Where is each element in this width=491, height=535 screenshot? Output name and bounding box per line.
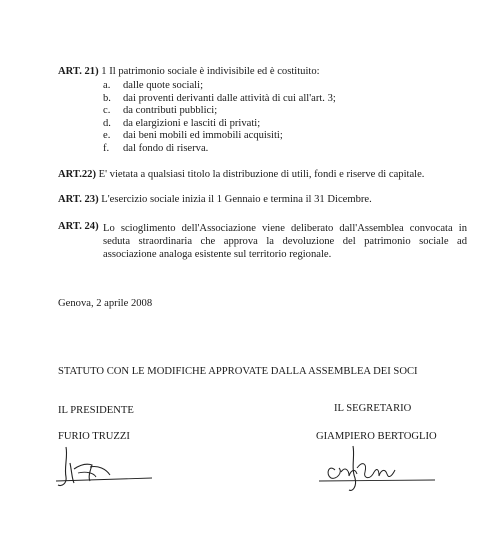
list-item xyxy=(103,131,336,144)
list-item-letter: e. xyxy=(103,130,111,141)
list-item-letter: a. xyxy=(103,80,111,91)
list-item-letter: c. xyxy=(103,105,111,116)
art23-label: ART. 23) xyxy=(58,194,99,205)
art23-text: L'esercizio sociale inizia il 1 Gennaio e termina il 31 Dicembre. xyxy=(101,194,372,205)
list-item-text: da elargizioni e lasciti di privati; xyxy=(123,117,261,129)
list-item-letter: d. xyxy=(103,117,111,129)
secretary-title: IL SEGRETARIO xyxy=(334,403,412,414)
art22-text: E' vietata a qualsiasi titolo la distribuzione di utili, fondi e riserve di capitale. xyxy=(98,169,425,180)
list-item-letter: b. xyxy=(103,92,111,104)
president-title: IL PRESIDENTE xyxy=(58,405,134,416)
art24-line: Lo scioglimento dell'Associazione viene deliberato dall'Assemblea convocata in xyxy=(103,223,467,234)
art24-text xyxy=(103,222,467,261)
list-item xyxy=(103,144,336,157)
art21-list xyxy=(103,81,336,156)
list-item xyxy=(103,106,336,119)
art24-line: seduta straordinaria che approva la devoluzione del patrimonio sociale ad xyxy=(103,236,467,247)
list-item-text: da contributi pubblici; xyxy=(123,105,218,116)
art21-intro: 1 Il patrimonio sociale è indivisibile ed è costituito: xyxy=(101,66,320,77)
art23-paragraph xyxy=(58,195,372,206)
list-item-text: dal fondo di riserva. xyxy=(123,142,209,154)
secretary-name: GIAMPIERO BERTOGLIO xyxy=(316,431,437,442)
list-item-text: dai proventi derivanti dalle attività di cui all'art. 3; xyxy=(123,92,336,104)
place-date: Genova, 2 aprile 2008 xyxy=(58,298,153,309)
art24-line: associazione analoga esistente sul territorio regionale. xyxy=(103,249,332,260)
art24-label: ART. 24) xyxy=(58,221,99,232)
art21-heading xyxy=(58,67,320,78)
president-name: FURIO TRUZZI xyxy=(58,431,130,442)
art22-paragraph xyxy=(58,170,424,181)
list-item xyxy=(103,81,336,94)
list-item-text: dalle quote sociali; xyxy=(123,80,204,91)
art22-label: ART.22) xyxy=(58,169,96,180)
list-item-letter: f. xyxy=(103,142,110,154)
statute-note: STATUTO CON LE MODIFICHE APPROVATE DALLA ASSEMBLEA DEI SOCI xyxy=(58,366,418,377)
list-item-text: dai beni mobili ed immobili acquisiti; xyxy=(123,130,283,141)
art21-label: ART. 21) xyxy=(58,66,99,77)
